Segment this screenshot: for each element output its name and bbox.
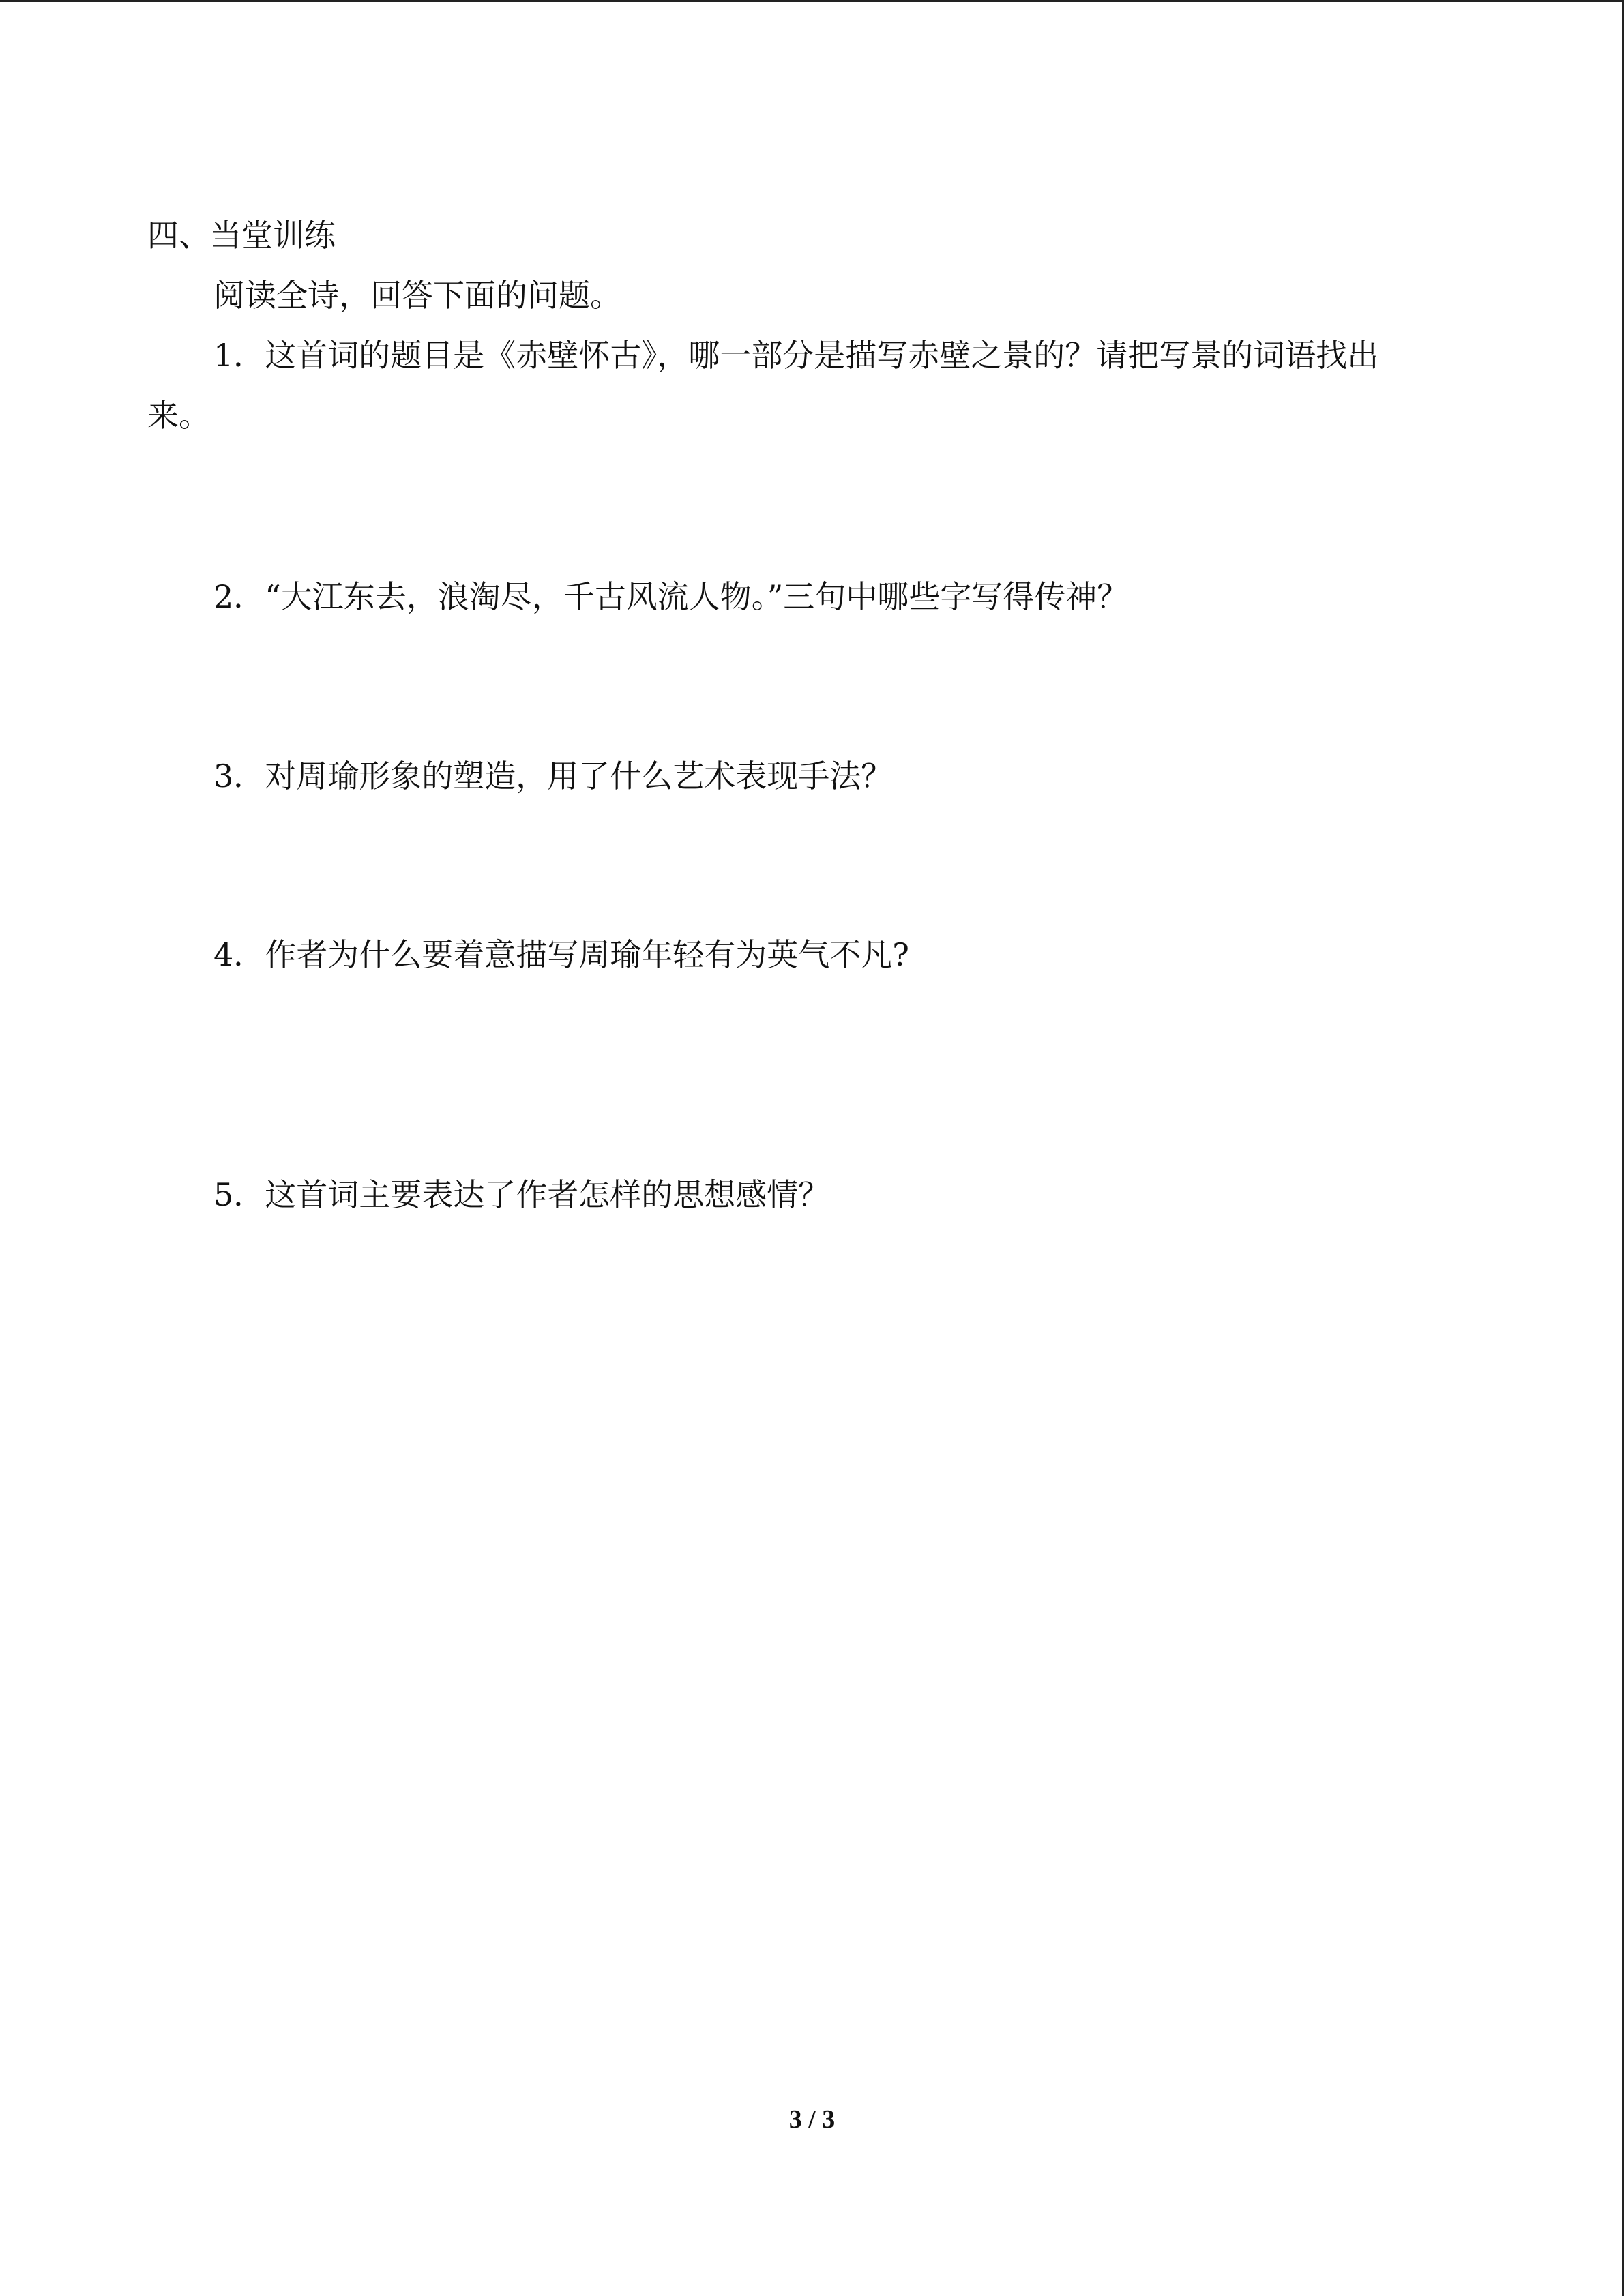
page-number: 3 / 3: [788, 2105, 836, 2134]
section-intro: 阅读全诗，回答下面的问题。: [213, 277, 621, 314]
question-1-line-2: 来。: [147, 397, 210, 434]
question-2: 2．“大江东去，浪淘尽，千古风流人物。”三句中哪些字写得传神？: [213, 578, 1129, 615]
question-5: 5．这首词主要表达了作者怎样的思想感情？: [213, 1176, 830, 1213]
page-top-border: [0, 0, 1624, 2]
section-heading: 四、当堂训练: [147, 217, 336, 254]
question-3: 3．对周瑜形象的塑造，用了什么艺术表现手法？: [213, 758, 893, 794]
question-1-line-1: 1．这首词的题目是《赤壁怀古》，哪一部分是描写赤壁之景的？请把写景的词语找出: [213, 337, 1379, 374]
question-4: 4．作者为什么要着意描写周瑜年轻有为英气不凡?: [213, 936, 909, 973]
